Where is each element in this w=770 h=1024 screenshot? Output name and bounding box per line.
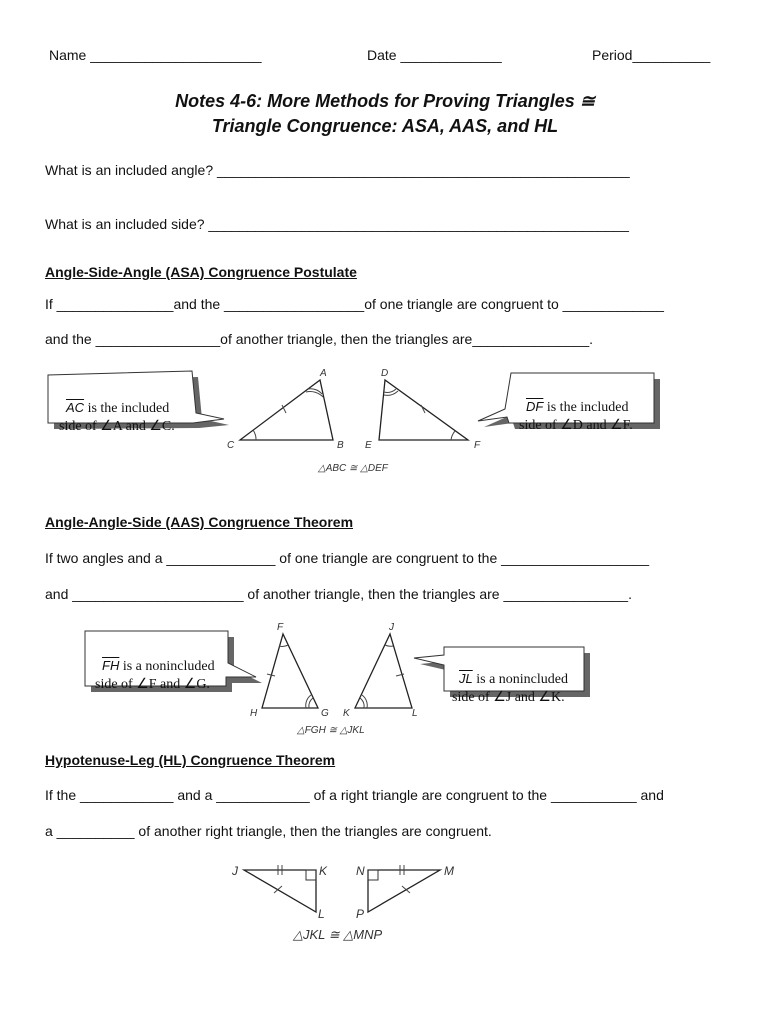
vertex-label-e: E <box>365 440 372 451</box>
aas-heading: Angle-Angle-Side (AAS) Congruence Theorem <box>45 514 354 530</box>
callout-left-line2: side of ∠A and ∠C. <box>59 419 175 434</box>
triangle-jkl <box>355 634 412 708</box>
hl-vertex-label-k: K <box>319 864 328 878</box>
vertex-label-b: B <box>337 440 344 451</box>
triangle-fgh <box>262 634 318 708</box>
question-included-angle[interactable]: What is an included angle? _____________________________________________________ <box>45 162 630 178</box>
callout-right-line2: side of ∠D and ∠F. <box>519 418 633 433</box>
aas-callout-left-text <box>95 639 215 694</box>
date-field[interactable]: Date _____________ <box>367 47 502 63</box>
period-field[interactable]: Period__________ <box>592 47 711 63</box>
vertex-label-h: H <box>250 708 258 719</box>
triangle-mnp-right <box>368 865 440 912</box>
aas-callout-right-text <box>452 652 568 707</box>
triangle-abc <box>240 380 333 440</box>
callout-right-line1: is the included <box>543 400 629 415</box>
asa-statement-line1[interactable]: If _______________and the __________________of one triangle are congruent to _____________ <box>45 296 664 312</box>
page-subtitle: Triangle Congruence: ASA, AAS, and HL <box>211 116 559 136</box>
vertex-label-c: C <box>227 440 235 451</box>
vertex-label-d: D <box>381 368 389 379</box>
hl-heading: Hypotenuse-Leg (HL) Congruence Theorem <box>45 752 336 768</box>
asa-heading: Angle-Side-Angle (ASA) Congruence Postulate <box>45 264 357 280</box>
segment-df: $\overline{DF}$ <box>526 399 544 414</box>
hl-vertex-label-m: M <box>444 864 454 878</box>
segment-ac: $\overline{AC}$ <box>66 400 85 415</box>
vertex-label-k: K <box>343 708 350 719</box>
segment-fh: $\overline{FH}$ <box>102 658 120 673</box>
callout-left-line1: is the included <box>84 401 170 416</box>
aas-callout-right-line1: is a nonincluded <box>472 672 568 687</box>
hl-vertex-label-p: P <box>356 907 365 921</box>
asa-caption: △ABC ≅ △DEF <box>318 463 388 474</box>
aas-callout-left-line2: side of ∠F and ∠G. <box>95 677 210 692</box>
name-field[interactable]: Name ______________________ <box>49 47 262 63</box>
vertex-label-l: L <box>412 708 418 719</box>
hl-statement-line1[interactable]: If the ____________ and a ____________ of a right triangle are congruent to the ___________ and <box>45 787 664 803</box>
vertex-label-f: F <box>474 440 481 451</box>
asa-statement-line2[interactable]: and the ________________of another triangle, then the triangles are_______________. <box>45 331 594 347</box>
aas-statement-line2[interactable]: and ______________________ of another triangle, then the triangles are ________________. <box>45 586 632 602</box>
triangle-def <box>379 380 468 440</box>
segment-jl: $\overline{JL}$ <box>459 671 473 686</box>
triangle-jkl-right <box>244 865 316 912</box>
vertex-label-a: A <box>320 368 327 379</box>
vertex-label-j: J <box>389 622 394 633</box>
asa-callout-right-text <box>519 380 633 435</box>
hl-statement-line2[interactable]: a __________ of another right triangle, then the triangles are congruent. <box>45 823 492 839</box>
hl-vertex-label-l: L <box>318 907 325 921</box>
aas-callout-left-line1: is a nonincluded <box>119 659 215 674</box>
aas-caption: △FGH ≅ △JKL <box>297 725 365 736</box>
aas-callout-right-line2: side of ∠J and ∠K. <box>452 690 565 705</box>
hl-vertex-label-n: N <box>356 864 365 878</box>
vertex-label-f2: F <box>277 622 284 633</box>
question-included-side[interactable]: What is an included side? ______________________________________________________ <box>45 216 629 232</box>
vertex-label-g: G <box>321 708 329 719</box>
hl-caption: △JKL ≅ △MNP <box>293 927 383 942</box>
aas-statement-line1[interactable]: If two angles and a ______________ of one triangle are congruent to the ___________________ <box>45 550 650 566</box>
page-title: Notes 4-6: More Methods for Proving Triangles ≅ <box>175 91 595 111</box>
hl-vertex-label-j: J <box>232 864 238 878</box>
asa-callout-left-text <box>59 381 175 436</box>
